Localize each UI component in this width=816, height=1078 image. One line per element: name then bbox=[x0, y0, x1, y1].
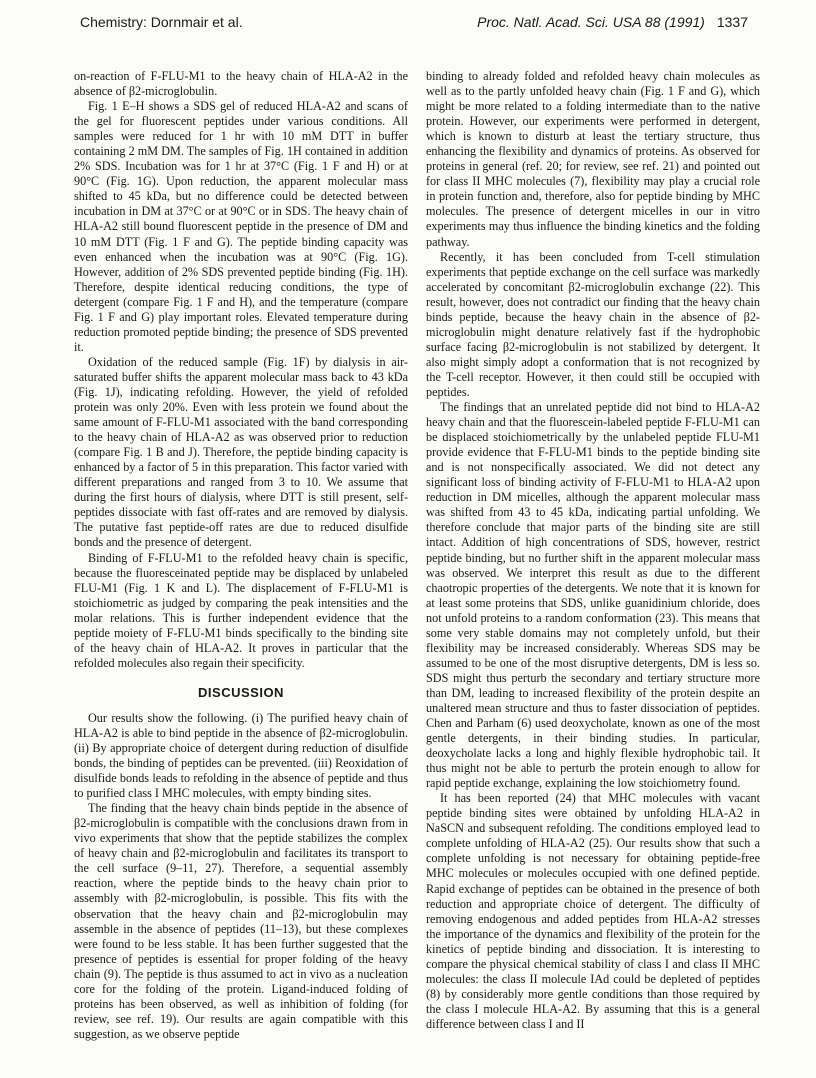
paragraph: The findings that an unrelated peptide did not bind to HLA-A2 heavy chain and that the fluorescein-labeled peptide F-FLU-M1 can be displaced stoichiometrically by the unlabeled peptide FLU-M1 provide evidence that F-FLU-M1 binds to the peptide binding site and is not nonspecifically associated. We did not detect any significant loss of binding activity of F-FLU-M1 to HLA-A2 upon reduction in DM micelles, although the apparent molecular mass was shifted from 43 to 45 kDa, indicating partial unfolding. We therefore conclude that major parts of the binding site are still intact. Addition of high concentrations of SDS, however, restrict peptide binding, but no further shift in the apparent molecular mass was observed. We interpret this result as due to the different chaotropic properties of the detergents. We note that it is known for at least some proteins that SDS, unlike guanidinium chloride, does not unfold proteins to a random conformation (23). This means that some very stable domains may not completely unfold, but their flexibility may be increased considerably. Whereas SDS may be assumed to be one of the most disruptive detergents, DM is less so. SDS might thus perturb the secondary and tertiary structure more than DM, leading to increased flexibility of the protein despite an unaltered mean structure and thus to faster dissociation of peptides. Chen and Parham (6) used deoxycholate, known as one of the most gentle detergents, in their binding studies. In particular, deoxycholate lacks a long and highly flexible hydrophobic tail. It thus might not be able to perturb the protein enough to allow for rapid peptide exchange, explaining the low stoichiometry found. bbox=[426, 400, 760, 791]
paragraph: It has been reported (24) that MHC molecules with vacant peptide binding sites were obtained by unfolding HLA-A2 in NaSCN and subsequent refolding. The conditions employed lead to complete unfolding of HLA-A2 (25). Our results show that such a complete unfolding is not necessary for obtaining peptide-free MHC molecules or molecules occupied with one defined peptide. Rapid exchange of peptides can be obtained in the presence of both reduction and appropriate choice of detergent. The difficulty of removing endogenous and added peptides from HLA-A2 stresses the importance of the dynamics and flexibility of the protein for the kinetics of peptide binding and dissociation. It is interesting to compare the physical chemical stability of class I and class II MHC molecules: the class II molecule IAd could be depleted of peptides (8) by considerably more gentle conditions than those required by the class I molecule HLA-A2. By assuming that this is a general difference between class I and II bbox=[426, 791, 760, 1031]
running-head-section: Chemistry: Dornmair et al. bbox=[80, 14, 243, 30]
paragraph: The finding that the heavy chain binds peptide in the absence of β2-microglobulin is compatible with the conclusions drawn from in vivo experiments that show that the peptide stabilizes the complex of heavy chain and β2-microglobulin and facilitates its transport to the cell surface (9–11, 27). Therefore, a sequential assembly reaction, where the peptide binds to the heavy chain prior to assembly with β2-microglobulin, is possible. This fits with the observation that the heavy chain and β2-microglobulin may assemble in the absence of peptides (11–13), but these complexes were found to be less stable. It has been further suggested that the presence of peptides is essential for proper folding of the heavy chain (9). The peptide is thus assumed to act in vivo as a nucleation core for the folding of the protein. Ligand-induced folding of proteins has been observed, as well as inhibition of folding (for review, see ref. 19). Our results are again compatible with this suggestion, as we observe peptide bbox=[74, 801, 408, 1041]
section-heading: DISCUSSION bbox=[198, 684, 284, 700]
paragraph: Oxidation of the reduced sample (Fig. 1F) by dialysis in air-saturated buffer shifts the apparent molecular mass back to 43 kDa (Fig. 1J), indicating refolding. However, the yield of refolded protein was only 20%. Even with less protein we found about the same amount of F-FLU-M1 associated with the band corresponding to the heavy chain of HLA-A2 as was observed prior to reduction (compare Fig. 1 B and J). Therefore, the peptide binding capacity is enhanced by a factor of 5 in this preparation. This factor varied with different preparations and ranged from 3 to 10. We assume that during the first hours of dialysis, where DTT is still present, self-peptides dissociate with fast off-rates and are removed by dialysis. The putative fast peptide-off rates are due to reduced disulfide bonds and the presence of detergent. bbox=[74, 354, 408, 550]
running-header bbox=[0, 14, 816, 34]
left-column bbox=[74, 69, 408, 1042]
paragraph: Our results show the following. (i) The purified heavy chain of HLA-A2 is able to bind peptide in the absence of β2-microglobulin. (ii) By appropriate choice of detergent during reduction of disulfide bonds, the binding of peptides can be prevented. (iii) Reoxidation of disulfide bonds leads to refolding in the absence of peptide and thus to purified class I MHC molecules, with empty binding sites. bbox=[74, 710, 408, 801]
paragraph: Recently, it has been concluded from T-cell stimulation experiments that peptide exchange on the cell surface was markedly accelerated by concomitant β2-microglobulin exchange (22). This result, however, does not contradict our finding that the heavy chain binds peptide, because the heavy chain in the absence of β2-microglobulin might denature relatively fast if the hydrophobic surface facing β2-microglobulin is not stabilized by detergent. It also might simply adopt a conformation that is not recognized by the T-cell receptor. However, it then could still be occupied with peptides. bbox=[426, 249, 760, 399]
journal-name: Proc. Natl. Acad. Sci. USA 88 (1991) bbox=[477, 14, 705, 30]
page-number: 1337 bbox=[716, 14, 748, 30]
paragraph: binding to already folded and refolded heavy chain molecules as well as to the partly unfolded heavy chain (Fig. 1 F and G), which might be more related to a folding intermediate than to the native protein. However, our experiments were performed in detergent, which is known to disturb at least the tertiary structure, thus enhancing the flexibility and dynamics of proteins. As observed for proteins in general (ref. 20; for review, see ref. 21) and pointed out for class II MHC molecules (7), flexibility may play a crucial role in protein function and, therefore, also for peptide binding by MHC molecules. The presence of detergent micelles in our in vitro experiments may thus influence the binding kinetics and the folding pathway. bbox=[426, 69, 760, 249]
paragraph: Binding of F-FLU-M1 to the refolded heavy chain is specific, because the fluoresceinated peptide may be displaced by unlabeled FLU-M1 (Fig. 1 K and L). The displacement of F-FLU-M1 is stoichiometric as judged by comparing the peak intensities and the molar relations. This is further independent evidence that the peptide moiety of F-FLU-M1 binds specifically to the binding site of the heavy chain of HLA-A2. It proves in particular that the refolded molecules also regain their specificity. bbox=[74, 550, 408, 670]
right-column bbox=[426, 69, 760, 1032]
journal-citation bbox=[477, 14, 748, 30]
paragraph: Fig. 1 E–H shows a SDS gel of reduced HLA-A2 and scans of the gel for fluorescent peptides under various conditions. All samples were reduced for 1 hr with 10 mM DTT in buffer containing 2 mM DM. The samples of Fig. 1H contained in addition 2% SDS. Incubation was for 1 hr at 37°C (Fig. 1 F and H) or at 90°C (Fig. 1G). Upon reduction, the apparent molecular mass shifted to 45 kDa, but no difference could be detected between incubation in DM at 37°C or at 90°C or in SDS. The heavy chain of HLA-A2 still bound fluorescent peptide in the presence of DM and 10 mM DTT (Fig. 1 F and G). The peptide binding capacity was even enhanced when the incubation was at 90°C (Fig. 1G). However, addition of 2% SDS prevented peptide binding (Fig. 1H). Therefore, despite identical reducing conditions, the type of detergent (compare Fig. 1 F and H), and the temperature (compare Fig. 1 F and G) play important roles. Elevated temperature during reduction promoted peptide binding; the presence of SDS prevented it. bbox=[74, 99, 408, 354]
paragraph: on-reaction of F-FLU-M1 to the heavy chain of HLA-A2 in the absence of β2-microglobulin. bbox=[74, 69, 408, 99]
